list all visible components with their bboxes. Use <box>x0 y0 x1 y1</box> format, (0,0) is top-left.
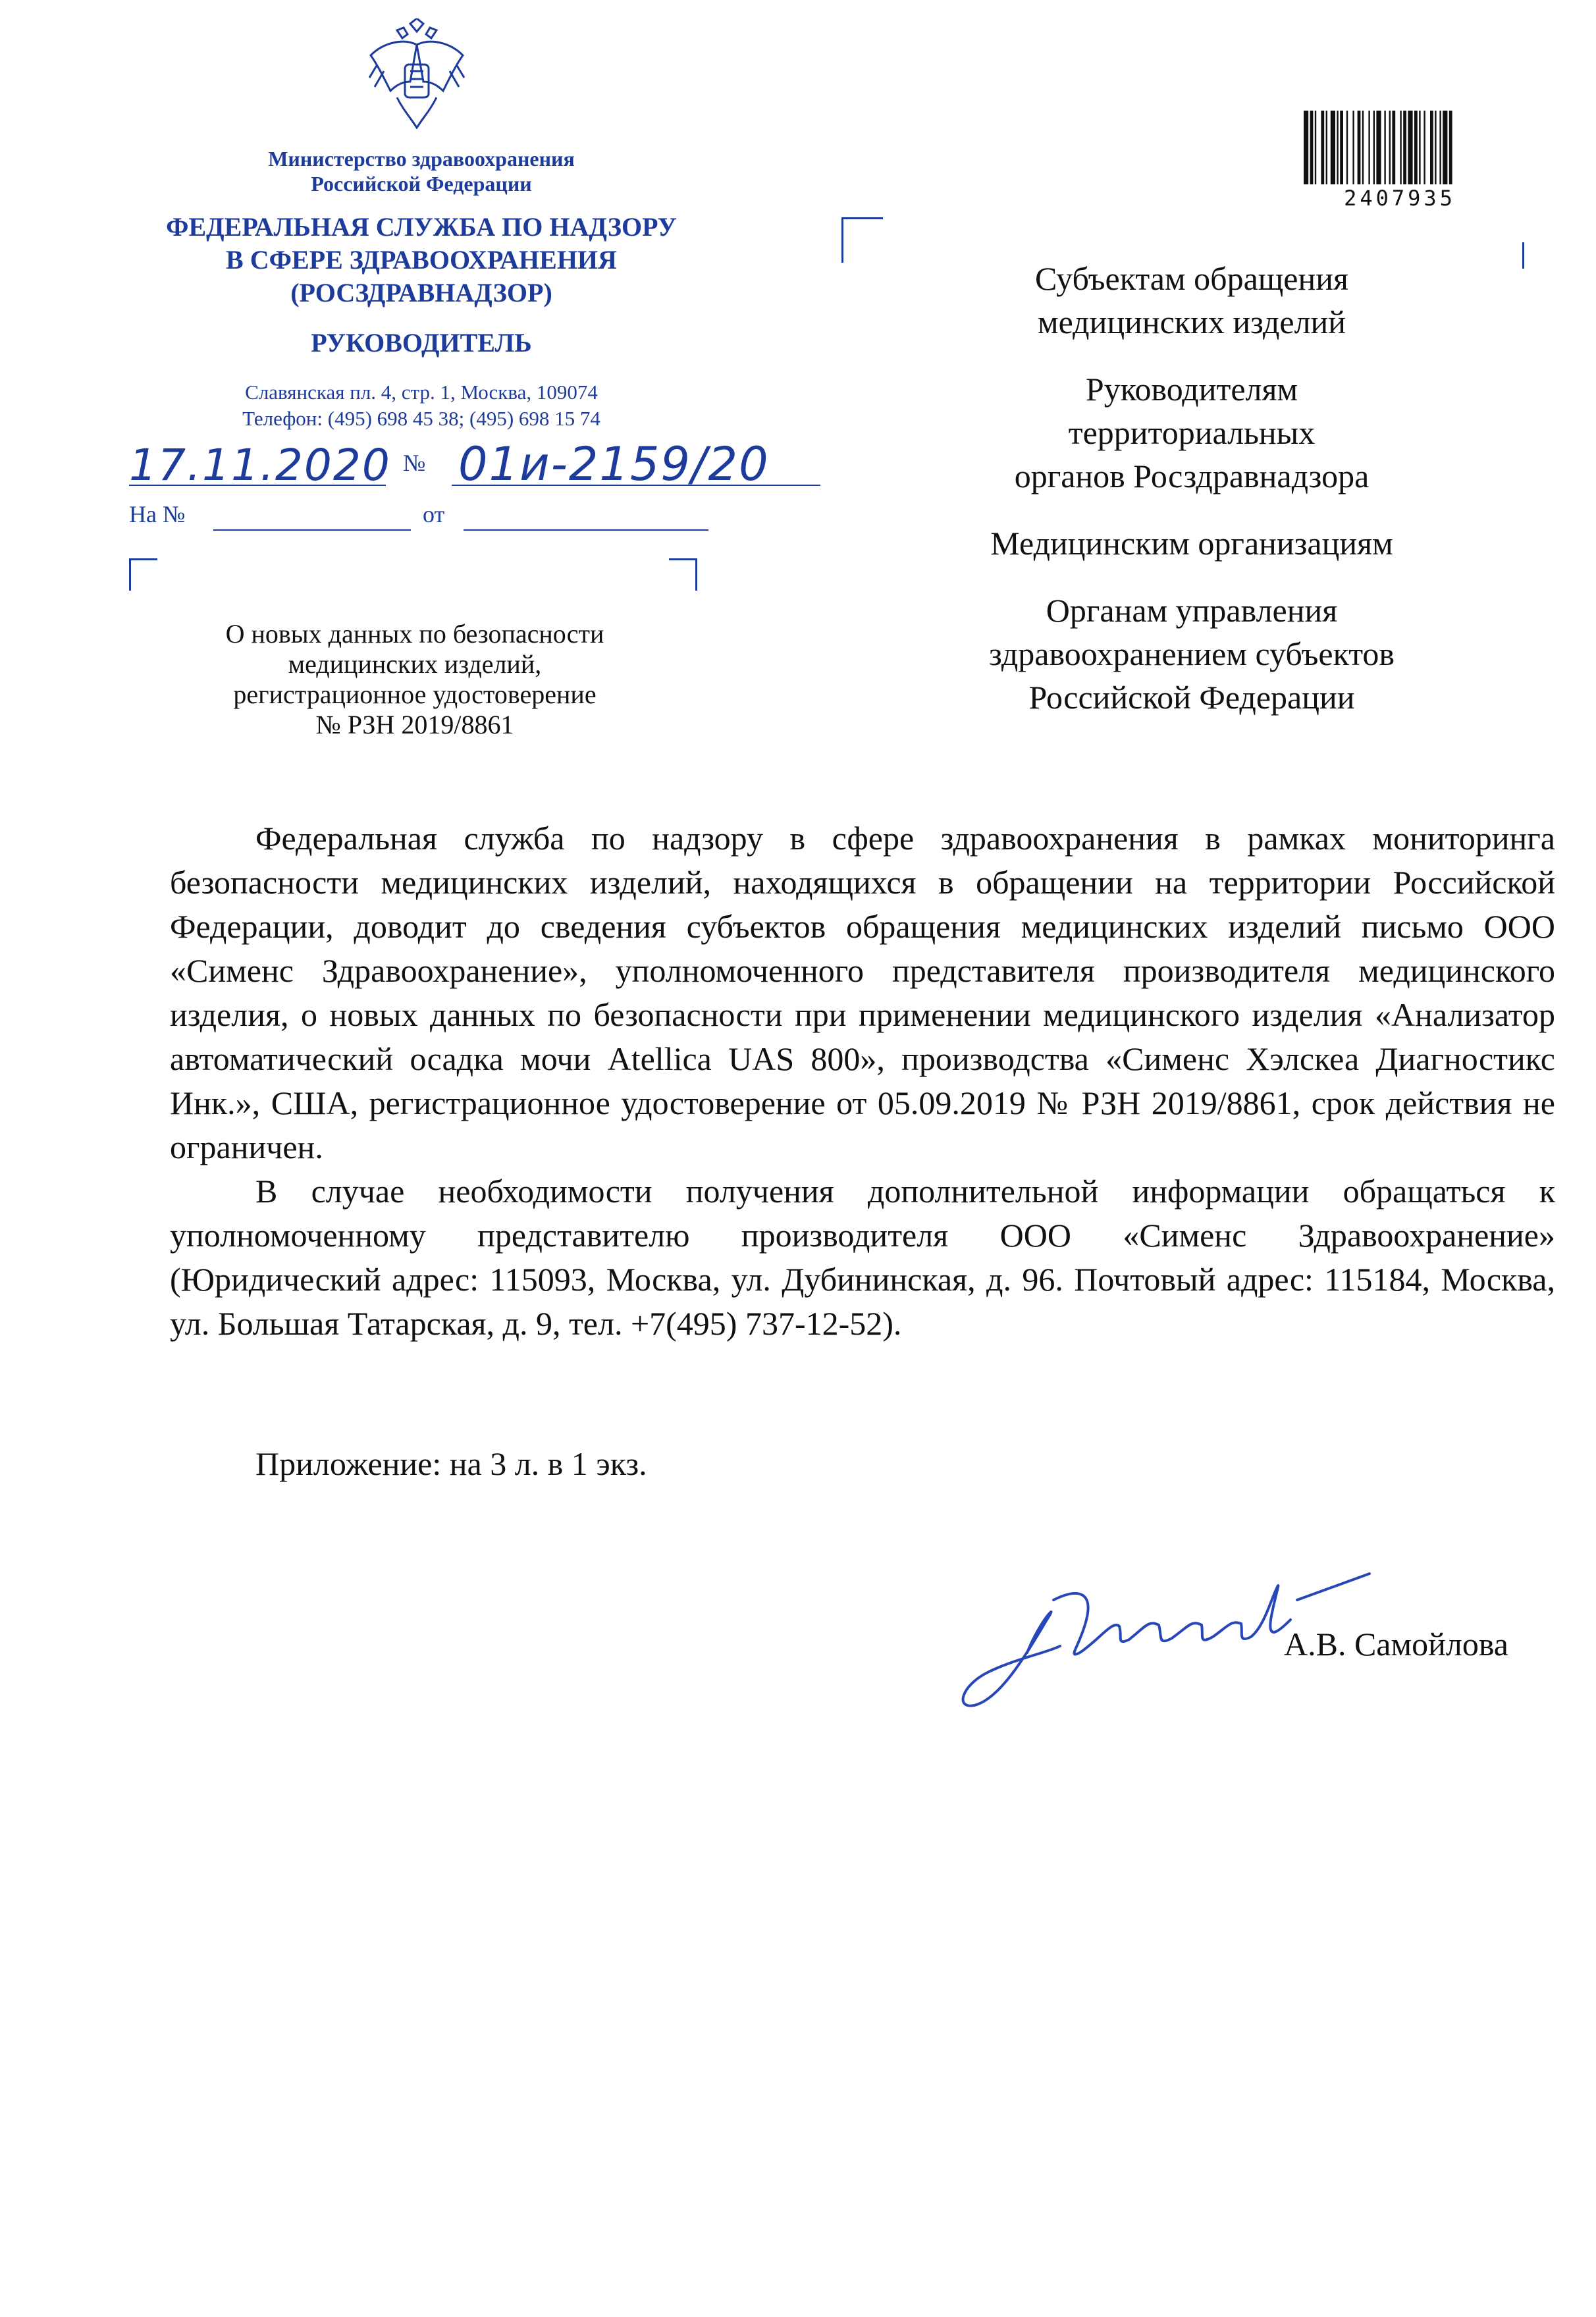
phone-line: Телефон: (495) 698 45 38; (495) 698 15 74 <box>242 407 600 430</box>
barcode-bar <box>1326 111 1327 184</box>
service-line2: В СФЕРЕ ЗДРАВООХРАНЕНИЯ <box>226 245 617 275</box>
barcode-bar <box>1331 111 1335 184</box>
barcode-bar <box>1430 111 1433 184</box>
barcode-bar <box>1368 111 1370 184</box>
addressee-line: органов Росздравнадзора <box>1014 458 1370 494</box>
outgoing-date-number <box>129 437 814 493</box>
head-title: РУКОВОДИТЕЛЬ <box>311 328 532 358</box>
barcode-bar <box>1337 111 1338 184</box>
barcode-number: 2407935 <box>1344 186 1456 211</box>
barcode-bar <box>1352 111 1354 184</box>
barcode-bar <box>1346 111 1348 184</box>
service-name <box>99 211 744 309</box>
addressee-item <box>909 589 1475 719</box>
outgoing-date: 17.11.2020 <box>129 440 391 491</box>
barcode-bar <box>1423 111 1425 184</box>
barcode-bar <box>1408 111 1412 184</box>
signer-name: А.В. Самойлова <box>1284 1626 1508 1663</box>
addressee-line: медицинских изделий <box>1037 304 1346 340</box>
barcode-bar <box>1439 111 1441 184</box>
barcode-bar <box>1414 111 1418 184</box>
handwritten-signature-icon <box>948 1521 1396 1718</box>
barcode-bar <box>1362 111 1364 184</box>
subject-line2: медицинских изделий, <box>288 649 542 679</box>
barcode-bar <box>1340 111 1343 184</box>
barcode-bar <box>1310 111 1314 184</box>
barcode-bar <box>1358 111 1361 184</box>
service-line1: ФЕДЕРАЛЬНАЯ СЛУЖБА ПО НАДЗОРУ <box>166 212 677 242</box>
barcode-bar <box>1321 111 1324 184</box>
outgoing-number: 01и-2159/20 <box>458 437 770 491</box>
attachment-note: Приложение: на 3 л. в 1 экз. <box>255 1445 647 1482</box>
addressee-item <box>909 257 1475 344</box>
barcode-bar <box>1449 111 1452 184</box>
addressee-corner <box>841 217 883 263</box>
letter-subject <box>158 619 672 740</box>
addressee-line: Органам управления <box>1046 592 1338 629</box>
addressee-item <box>909 521 1475 565</box>
ministry-line2: Российской Федерации <box>311 172 532 196</box>
reference-from-label: от <box>423 501 445 527</box>
barcode-bar <box>1435 111 1436 184</box>
address-line: Славянская пл. 4, стр. 1, Москва, 109074 <box>245 381 598 404</box>
barcode-bar <box>1389 111 1391 184</box>
service-address <box>132 379 711 432</box>
addressee-line: Российской Федерации <box>1028 679 1355 716</box>
number-underline <box>452 485 820 486</box>
reference-date-blank <box>464 529 708 531</box>
barcode-bar <box>1376 111 1381 184</box>
ministry-name <box>165 146 678 196</box>
addressee-line: территориальных <box>1068 414 1316 451</box>
letter-body <box>170 816 1555 1346</box>
addressee-item <box>909 367 1475 498</box>
barcode-bar <box>1419 111 1420 184</box>
body-paragraph-1: Федеральная служба по надзору в сфере здравоохранения в рамках мониторинга безопасности медицинских изделий, находящихся в обращении на территории Российской Федерации, доводит до сведения субъектов обращения медицинских изделий письмо ООО «Сименс Здравоохранение», уполномоченного представителя производителя медицинского изделия, о новых данных по безопасности при применении медицинского изделия «Анализатор автоматический осадка мочи Atellica UAS 800», производства «Сименс Хэлскеа Диагностикс Инк.», США, регистрационное удостоверение от 05.09.2019 № РЗН 2019/8861, срок действия не ограничен. <box>170 820 1555 1165</box>
barcode-bar <box>1400 111 1401 184</box>
subject-corner-right <box>669 558 697 591</box>
reference-number-label: На № <box>129 501 186 527</box>
subject-line3: регистрационное удостоверение <box>233 679 597 709</box>
service-line3: (РОСЗДРАВНАДЗОР) <box>290 278 552 307</box>
ministry-line1: Министерство здравоохранения <box>268 147 575 171</box>
addressee-line: Субъектам обращения <box>1035 260 1348 297</box>
addressee-line: Медицинским организациям <box>990 525 1393 562</box>
barcode-bar <box>1384 111 1385 184</box>
body-paragraph-2: В случае необходимости получения дополнительной информации обращаться к уполномоченному представителю производителя ООО «Сименс Здравоохранение» (Юридический адрес: 115093, Москва, ул. Дубининская, д. 96. Почтовый адрес: 115184, Москва, ул. Большая Татарская, д. 9, тел. +7(495) 737-12-52). <box>170 1173 1555 1342</box>
barcode-bar <box>1373 111 1375 184</box>
subject-line4: № РЗН 2019/8861 <box>315 710 514 739</box>
date-underline <box>129 485 386 486</box>
barcode-bar <box>1392 111 1395 184</box>
barcode-bar <box>1403 111 1406 184</box>
addressee-list <box>909 257 1475 743</box>
barcode-bar <box>1304 111 1308 184</box>
addressee-line: Руководителям <box>1085 371 1298 408</box>
reference-line <box>129 500 708 540</box>
coat-of-arms-icon <box>364 18 469 129</box>
addressee-corner-mark <box>1522 242 1524 269</box>
subject-corner-left <box>129 558 157 591</box>
addressee-line: здравоохранением субъектов <box>988 635 1395 672</box>
barcode-icon <box>1301 111 1499 184</box>
reference-number-blank <box>213 529 411 531</box>
barcode-bar <box>1443 111 1447 184</box>
number-sign: № <box>403 450 426 476</box>
barcode-bar <box>1315 111 1316 184</box>
subject-line1: О новых данных по безопасности <box>225 619 604 649</box>
